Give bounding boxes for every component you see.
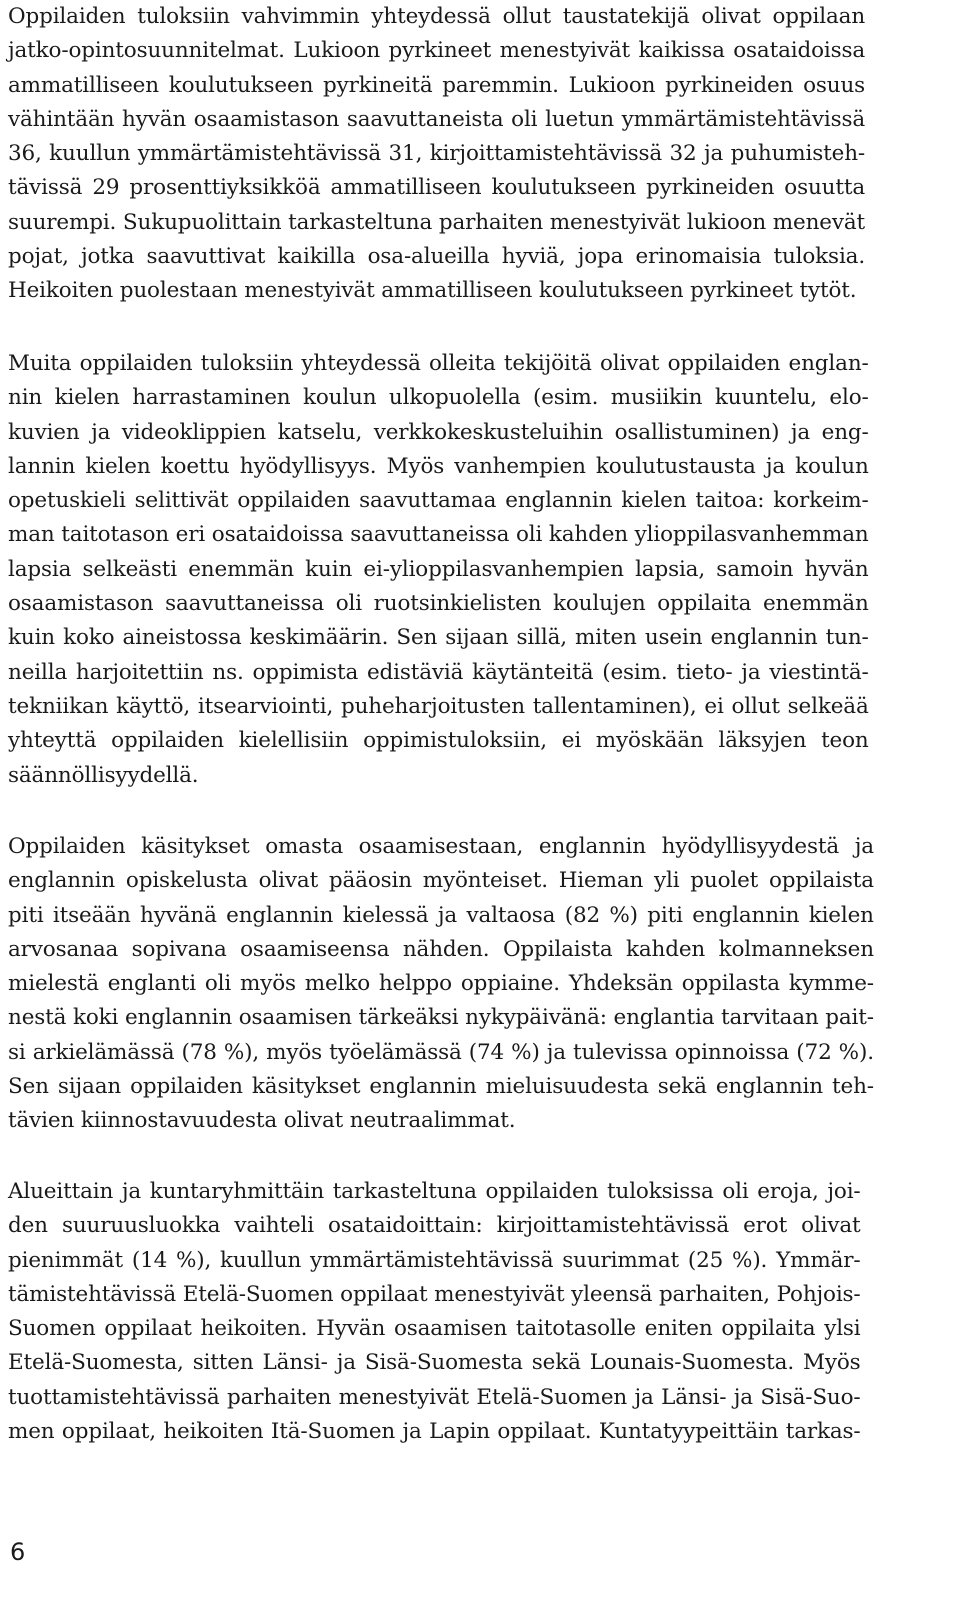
text-line: Alueittain ja kuntaryhmittäin tarkasteltuna oppilaiden tuloksissa oli eroja, joi- (8, 1179, 861, 1204)
text-line: englannin opiskelusta olivat pääosin myönteiset. Hieman yli puolet oppilaista (8, 868, 874, 894)
text-line: si arkielämässä (78 %), myös työelämässä (74 %) ja tulevissa opinnoissa (72 %). (8, 1039, 874, 1065)
text-line: vähintään hyvän osaamistason saavuttaneista oli luetun ymmärtämistehtävissä (8, 106, 866, 132)
text-line: 36, kuullun ymmärtämistehtävissä 31, kirjoittamistehtävissä 32 ja puhumisteh- (8, 141, 866, 167)
text-line: osaamistason saavuttaneissa oli ruotsinkielisten koulujen oppilaita enemmän (8, 591, 869, 617)
paragraph-1 (8, 0, 865, 309)
text-line: arvosanaa sopivana osaamiseensa nähden. Oppilaista kahden kolmanneksen (8, 936, 874, 962)
paragraph-2 (8, 347, 869, 793)
text-line: den suuruusluokka vaihteli osataidoittain: kirjoittamistehtävissä erot olivat (8, 1213, 861, 1239)
text-line: yhteyttä oppilaiden kielellisiin oppimistuloksiin, ei myöskään läksyjen teon (8, 728, 869, 754)
text-line: tuottamistehtävissä parhaiten menestyivät Etelä-Suomen ja Länsi- ja Sisä-Suo- (8, 1384, 861, 1410)
text-line: pojat, jotka saavuttivat kaikilla osa-alueilla hyviä, jopa erinomaisia tuloksia. (8, 244, 866, 270)
text-line: men oppilaat, heikoiten Itä-Suomen ja Lapin oppilaat. Kuntatyypeittäin tarkas- (8, 1419, 861, 1445)
text-line: Oppilaiden tuloksiin vahvimmin yhteydessä ollut taustatekijä olivat oppilaan (8, 4, 866, 29)
text-line: kuin koko aineistossa keskimäärin. Sen sijaan sillä, miten usein englannin tun- (8, 625, 869, 651)
text-line: tämistehtävissä Etelä-Suomen oppilaat menestyivät yleensä parhaiten, Pohjois- (8, 1281, 861, 1307)
text-line: Suomen oppilaat heikoiten. Hyvän osaamisen taitotasolle eniten oppilaita ylsi (8, 1316, 861, 1342)
text-line: tävissä 29 prosenttiyksikköä ammatilliseen koulutukseen pyrkineiden osuutta (8, 175, 866, 201)
text-line: lapsia selkeästi enemmän kuin ei-ylioppilasvanhempien lapsia, samoin hyvän (8, 556, 869, 582)
text-line: lannin kielen koettu hyödyllisyys. Myös vanhempien koulutustausta ja koulun (8, 453, 869, 479)
text-line: Muita oppilaiden tuloksiin yhteydessä olleita tekijöitä olivat oppilaiden englan- (8, 351, 869, 376)
text-line: pienimmät (14 %), kuullun ymmärtämistehtävissä suurimmat (25 %). Ymmär- (8, 1247, 861, 1273)
paragraph-3 (8, 830, 874, 1139)
text-line: jatko-opintosuunnitelmat. Lukioon pyrkineet menestyivät kaikissa osataidoissa (8, 38, 866, 64)
text-line: Oppilaiden käsitykset omasta osaamisestaan, englannin hyödyllisyydestä ja (8, 834, 874, 859)
text-line: mielestä englanti oli myös melko helppo oppiaine. Yhdeksän oppilasta kymme- (8, 971, 874, 997)
paragraph-4 (8, 1175, 861, 1449)
text-line: Etelä-Suomesta, sitten Länsi- ja Sisä-Suomesta sekä Lounais-Suomesta. Myös (8, 1350, 861, 1376)
page-number: 6 (10, 1538, 26, 1566)
text-line: Sen sijaan oppilaiden käsitykset englannin mieluisuudesta sekä englannin teh- (8, 1074, 874, 1100)
text-line: tekniikan käyttö, itsearviointi, puheharjoitusten tallentaminen), ei ollut selkeää (8, 693, 869, 719)
text-line: neilla harjoitettiin ns. oppimista edistäviä käytänteitä (esim. tieto- ja viestintä- (8, 659, 869, 685)
text-line: nin kielen harrastaminen koulun ulkopuolella (esim. musiikin kuuntelu, elo- (8, 385, 869, 411)
text-line: piti itseään hyvänä englannin kielessä ja valtaosa (82 %) piti englannin kielen (8, 902, 874, 928)
text-line: man taitotason eri osataidoissa saavuttaneissa oli kahden ylioppilasvanhemman (8, 522, 869, 548)
text-line: suurempi. Sukupuolittain tarkasteltuna parhaiten menestyivät lukioon menevät (8, 209, 866, 235)
text-line: nestä koki englannin osaamisen tärkeäksi nykypäivänä: englantia tarvitaan pait- (8, 1005, 874, 1031)
text-line: ammatilliseen koulutukseen pyrkineitä paremmin. Lukioon pyrkineiden osuus (8, 72, 866, 98)
text-line: Heikoiten puolestaan menestyivät ammatilliseen koulutukseen pyrkineet tytöt. (8, 278, 857, 304)
text-line: tävien kiinnostavuudesta olivat neutraalimmat. (8, 1108, 516, 1134)
text-line: säännöllisyydellä. (8, 762, 199, 788)
text-line: kuvien ja videoklippien katselu, verkkokeskusteluihin osallistuminen) ja eng- (8, 419, 869, 445)
text-line: opetuskieli selittivät oppilaiden saavuttamaa englannin kielen taitoa: korkeim- (8, 488, 869, 514)
